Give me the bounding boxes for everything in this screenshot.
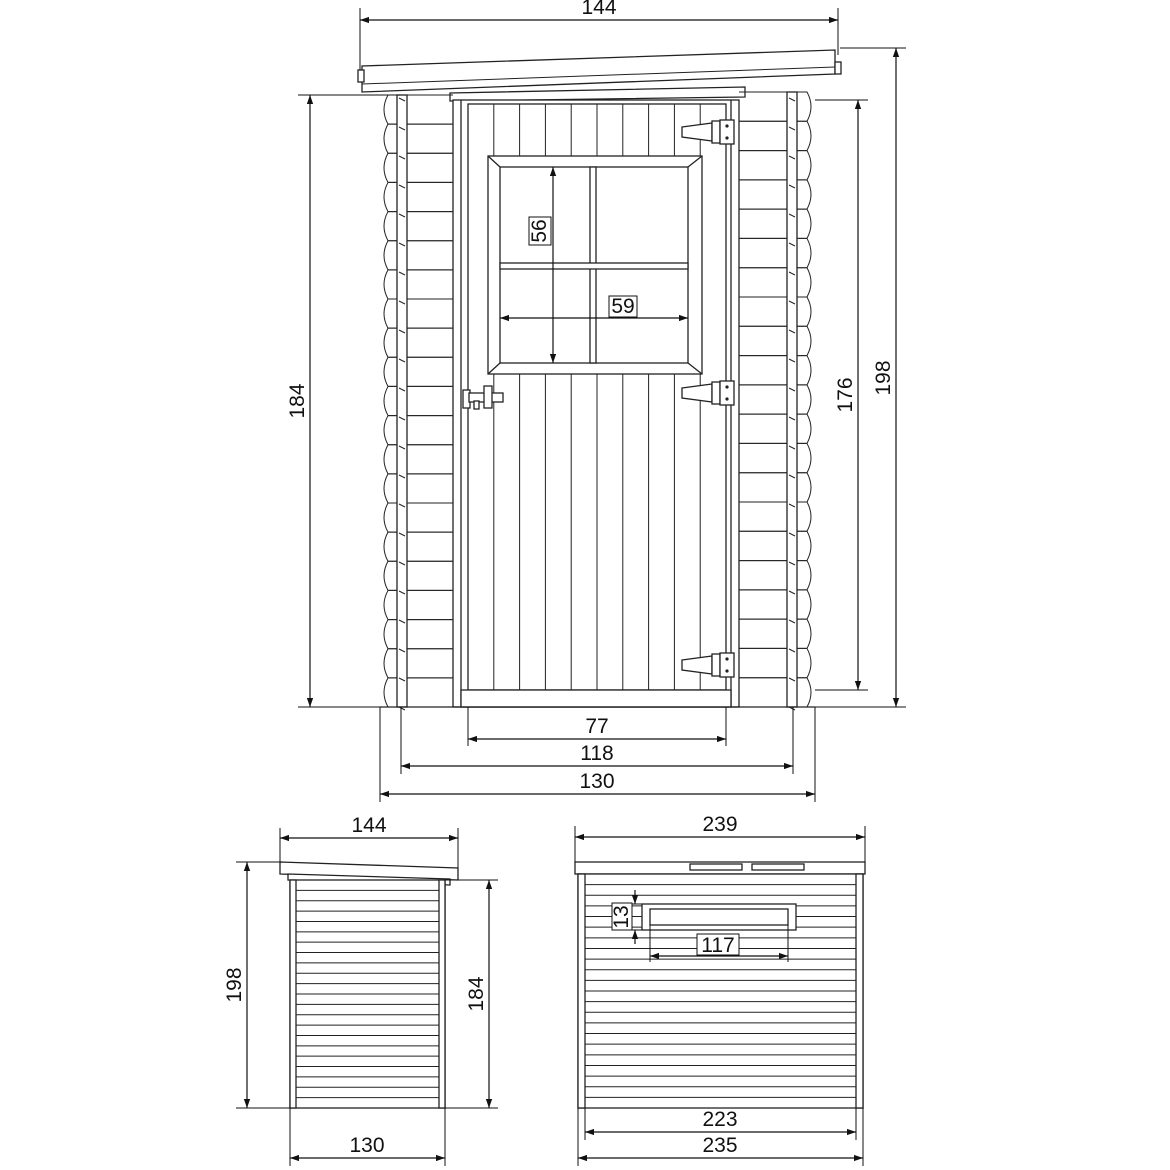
wall-log — [739, 414, 811, 443]
wall-log — [739, 648, 811, 677]
side-wall-logs — [290, 890, 445, 1097]
front-left-wall-logs — [384, 95, 453, 707]
wall-log — [384, 445, 453, 474]
door-width-label: 77 — [585, 715, 609, 738]
wall-log — [384, 503, 453, 532]
wall-log — [739, 326, 811, 355]
wall-log — [739, 443, 811, 472]
wall-log — [739, 590, 811, 619]
side-base-width-label: 130 — [349, 1134, 385, 1157]
wall-log — [384, 124, 453, 153]
wall-log — [384, 328, 453, 357]
door-window — [488, 156, 702, 374]
vent-width-label: 117 — [701, 934, 735, 957]
front-right-corner-post — [787, 92, 797, 707]
wall-log — [384, 416, 453, 445]
front-top-width-label: 144 — [581, 0, 617, 19]
vent-icon — [642, 904, 796, 930]
wall-log — [384, 299, 453, 328]
window-height-label: 56 — [528, 219, 551, 243]
front-base-width-label: 130 — [579, 770, 615, 793]
wall-log — [739, 92, 811, 121]
wall-log — [384, 386, 453, 415]
wall-log — [739, 238, 811, 267]
front-roof — [362, 50, 835, 92]
front-wall-height-label: 184 — [286, 383, 309, 419]
wall-log — [384, 182, 453, 211]
wall-log — [739, 209, 811, 238]
wall-log — [739, 151, 811, 180]
side-wall-height-label: 184 — [465, 976, 488, 1012]
front-view — [286, 0, 906, 802]
wall-log — [739, 561, 811, 590]
wall-log — [739, 473, 811, 502]
wall-log — [384, 357, 453, 386]
wall-log — [384, 590, 453, 619]
wall-log — [739, 268, 811, 297]
back-inner-width-label: 223 — [702, 1108, 738, 1131]
wall-log — [739, 385, 811, 414]
wall-log — [384, 620, 453, 649]
wall-log — [384, 270, 453, 299]
window-width-label: 59 — [611, 295, 635, 318]
back-view — [575, 813, 865, 1166]
wall-log — [739, 180, 811, 209]
wall-log — [384, 212, 453, 241]
front-total-height-label: 198 — [872, 360, 895, 396]
wall-log — [384, 678, 453, 707]
wall-log — [384, 532, 453, 561]
vent-height-label: 13 — [610, 905, 633, 929]
side-view — [223, 814, 498, 1166]
wall-log — [739, 121, 811, 150]
back-base-width-label: 235 — [702, 1134, 738, 1157]
side-total-height-label: 198 — [223, 967, 246, 1003]
wall-log — [384, 561, 453, 590]
wall-log — [739, 297, 811, 326]
door-height-label: 176 — [834, 377, 857, 413]
wall-log — [739, 531, 811, 560]
side-top-width-label: 144 — [351, 814, 387, 837]
door-threshold — [461, 690, 731, 707]
wall-log — [739, 619, 811, 648]
back-top-width-label: 239 — [702, 813, 738, 836]
wall-log — [739, 502, 811, 531]
wall-log — [384, 241, 453, 270]
wall-log — [384, 153, 453, 182]
front-inner-width-label: 118 — [580, 742, 614, 765]
wall-log — [739, 356, 811, 385]
wall-log — [384, 649, 453, 678]
wall-log — [739, 678, 811, 707]
wall-log — [384, 95, 453, 124]
wall-log — [384, 474, 453, 503]
front-right-wall-logs — [739, 92, 811, 707]
